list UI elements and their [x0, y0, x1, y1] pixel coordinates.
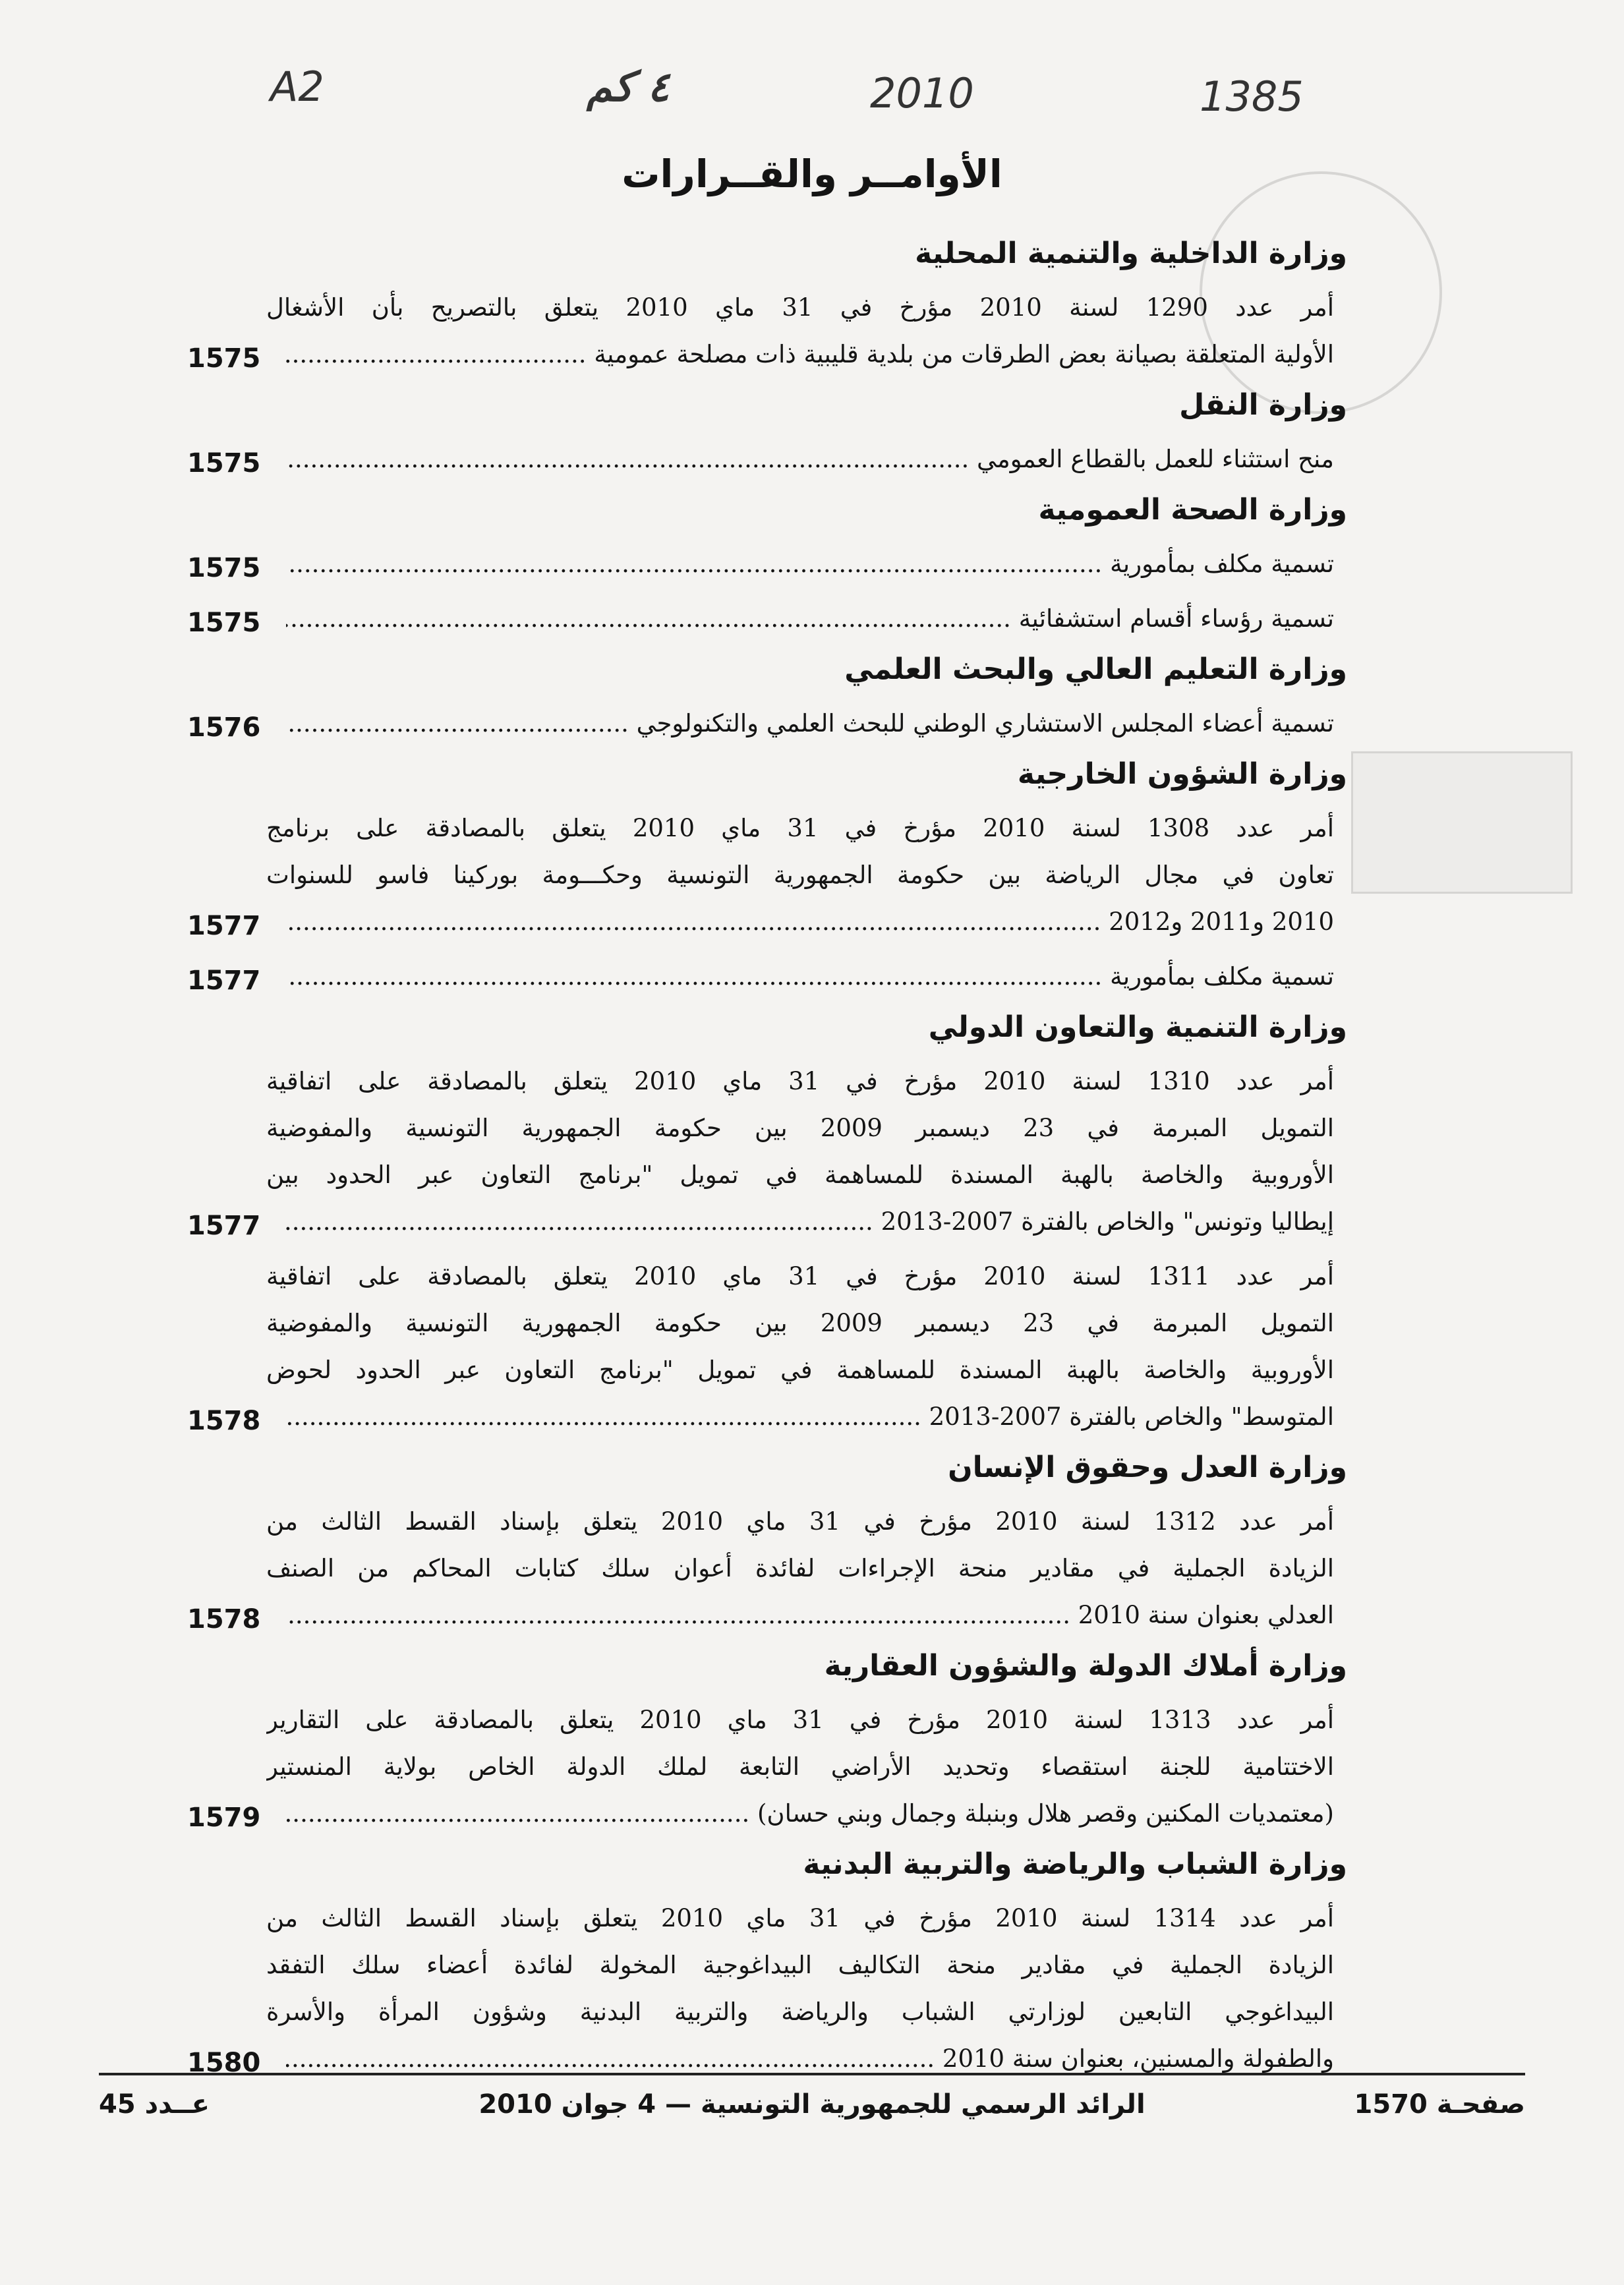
entry-line-with-leader: [286, 1393, 1334, 1440]
entry-text: أمر عدد 1290 لسنة 2010 مؤرخ في 31 ماي 2010 يتعلق بالتصريح بأن الأشغال: [266, 293, 1334, 322]
entry-text: إيطاليا وتونس" والخاص بالفترة 2007-2013: [881, 1207, 1334, 1236]
entry-text: المتوسط" والخاص بالفترة 2007-2013: [929, 1403, 1334, 1431]
entry-text: والطفولة والمسنين، بعنوان سنة 2010: [942, 2044, 1334, 2073]
entry-line: [266, 852, 1334, 898]
entry-line: [266, 1743, 1334, 1790]
entry-text: الأولية المتعلقة بصيانة بعض الطرقات من بلدية قليبية ذات مصلحة عمومية: [594, 340, 1334, 368]
entry-text: أمر عدد 1311 لسنة 2010 مؤرخ في 31 ماي 2010 يتعلق بالمصادقة على اتفاقية: [266, 1262, 1334, 1290]
entry-line: [266, 1058, 1334, 1105]
ministry-heading: وزارة النقل: [1179, 388, 1347, 422]
entry-text: منح استثناء للعمل بالقطاع العمومي: [977, 445, 1334, 473]
entry-page-number: 1578: [187, 1604, 261, 1634]
entry-text: تعاون في مجال الرياضة بين حكومة الجمهورية التونسية وحكـــومة بوركينا فاسو للسنوات: [266, 861, 1334, 889]
entry-line-with-leader: [286, 1790, 1334, 1837]
entry-text: الزيادة الجملية في مقادير منحة الإجراءات لفائدة أعوان سلك كتابات المحاكم من الصنف: [266, 1554, 1334, 1582]
entry-line: [266, 1151, 1334, 1198]
entry-line: [266, 1253, 1334, 1300]
entry-line: [266, 1895, 1334, 1942]
ministry-heading: وزارة التنمية والتعاون الدولي: [928, 1010, 1347, 1044]
entry-line-with-leader: [286, 953, 1334, 1000]
entry-page-number: 1578: [187, 1406, 261, 1436]
entry-page-number: 1577: [187, 1211, 261, 1241]
entry-line-with-leader: [286, 331, 1334, 378]
handwritten-annotation-d: 1385: [1200, 72, 1304, 121]
toc-entry: [187, 595, 1347, 642]
entry-line: [266, 1696, 1334, 1743]
entry-page-number: 1575: [187, 553, 261, 583]
ministry-heading: وزارة أملاك الدولة والشؤون العقارية: [824, 1649, 1347, 1683]
ministry-heading: وزارة الشباب والرياضة والتربية البدنية: [803, 1847, 1347, 1881]
entry-text: الأوروبية والخاصة بالهبة المسندة للمساهمة في تمويل "برنامج التعاون عبر الحدود لحوض: [266, 1356, 1334, 1384]
entry-line: [266, 284, 1334, 331]
entry-page-number: 1577: [187, 966, 261, 996]
entry-text: (معتمديات المكنين وقصر هلال وبنبلة وجمال وبني حسان): [757, 1799, 1334, 1828]
ministry-heading: وزارة الداخلية والتنمية المحلية: [915, 237, 1347, 270]
toc-entry: [187, 1498, 1347, 1638]
entry-line: [266, 1498, 1334, 1545]
entry-line-with-leader: [286, 540, 1334, 587]
toc-entry: [187, 700, 1347, 747]
ministry-heading: وزارة الشؤون الخارجية: [1017, 757, 1347, 791]
page-footer: [99, 2089, 1525, 2129]
entry-line-with-leader: [286, 1592, 1334, 1638]
page-title: الأوامــر والقــرارات: [622, 152, 1002, 196]
handwritten-annotation-a: A2: [270, 63, 324, 111]
entry-line: [266, 1988, 1334, 2035]
entry-line: [266, 1346, 1334, 1393]
entry-text: تسمية رؤساء أقسام استشفائية: [1018, 604, 1334, 633]
entry-page-number: 1575: [187, 343, 261, 374]
footer-issue-number: عــدد 45: [99, 2089, 210, 2120]
entry-line: [266, 805, 1334, 852]
handwritten-annotation-c: 2010: [870, 69, 974, 117]
entry-text: أمر عدد 1313 لسنة 2010 مؤرخ في 31 ماي 2010 يتعلق بالمصادقة على التقارير: [266, 1706, 1334, 1734]
toc-entry: [187, 1058, 1347, 1245]
toc-entry: [187, 284, 1347, 378]
handwritten-annotation-b: ٤ كم: [587, 63, 670, 111]
entry-line: [266, 1300, 1334, 1346]
toc-entry: [187, 1696, 1347, 1837]
entry-text: تسمية مكلف بمأمورية: [1110, 962, 1334, 991]
entry-text: أمر عدد 1314 لسنة 2010 مؤرخ في 31 ماي 2010 يتعلق بإسناد القسط الثالث من: [266, 1904, 1334, 1932]
entry-line-with-leader: [286, 595, 1334, 642]
toc-entry: [187, 805, 1347, 945]
entry-text: العدلي بعنوان سنة 2010: [1078, 1601, 1334, 1629]
entry-text: التمويل المبرمة في 23 ديسمبر 2009 بين حكومة الجمهورية التونسية والمفوضية: [266, 1309, 1334, 1337]
table-of-contents: [187, 227, 1347, 2090]
entry-line-with-leader: [286, 1198, 1334, 1245]
toc-entry: [187, 436, 1347, 482]
entry-line: [266, 1105, 1334, 1151]
bleed-through-box: [1351, 751, 1573, 894]
toc-entry: [187, 1895, 1347, 2082]
entry-page-number: 1575: [187, 608, 261, 638]
entry-page-number: 1575: [187, 448, 261, 478]
entry-line-with-leader: [286, 700, 1334, 747]
entry-text: أمر عدد 1308 لسنة 2010 مؤرخ في 31 ماي 2010 يتعلق بالمصادقة على برنامج: [266, 814, 1334, 842]
entry-text: أمر عدد 1312 لسنة 2010 مؤرخ في 31 ماي 2010 يتعلق بإسناد القسط الثالث من: [266, 1507, 1334, 1536]
entry-line: [266, 1942, 1334, 1988]
ministry-heading: وزارة العدل وحقوق الإنسان: [948, 1451, 1347, 1484]
entry-text: التمويل المبرمة في 23 ديسمبر 2009 بين حكومة الجمهورية التونسية والمفوضية: [266, 1114, 1334, 1142]
entry-text: الأوروبية والخاصة بالهبة المسندة للمساهمة في تمويل "برنامج التعاون عبر الحدود بين: [266, 1161, 1334, 1189]
entry-text: 2010 و2011 و2012: [1109, 908, 1334, 936]
entry-text: الزيادة الجملية في مقادير منحة التكاليف البيداغوجية المخولة لفائدة أعضاء سلك التفقد: [266, 1951, 1334, 1979]
entry-text: البيداغوجي التابعين لوزارتي الشباب والرياضة والتربية البدنية وشؤون المرأة والأسرة: [266, 1998, 1334, 2026]
toc-entry: [187, 953, 1347, 1000]
entry-text: تسمية أعضاء المجلس الاستشاري الوطني للبحث العلمي والتكنولوجي: [636, 709, 1334, 738]
toc-entry: [187, 540, 1347, 587]
entry-page-number: 1577: [187, 911, 261, 941]
entry-line-with-leader: [286, 436, 1334, 482]
ministry-heading: وزارة الصحة العمومية: [1038, 493, 1347, 527]
toc-entry: [187, 1253, 1347, 1440]
entry-text: تسمية مكلف بمأمورية: [1110, 550, 1334, 578]
entry-text: الاختتامية للجنة استقصاء وتحديد الأراضي التابعة لملك الدولة الخاص بولاية المنستير: [266, 1752, 1334, 1781]
entry-text: أمر عدد 1310 لسنة 2010 مؤرخ في 31 ماي 2010 يتعلق بالمصادقة على اتفاقية: [266, 1067, 1334, 1095]
entry-page-number: 1579: [187, 1803, 261, 1833]
entry-page-number: 1580: [187, 2048, 261, 2078]
entry-line: [266, 1545, 1334, 1592]
footer-page-number: صفحـة 1570: [1354, 2089, 1525, 2120]
ministry-heading: وزارة التعليم العالي والبحث العلمي: [844, 652, 1347, 686]
footer-publication: الرائد الرسمي للجمهورية التونسية — 4 جوان 2010: [478, 2089, 1146, 2120]
entry-line-with-leader: [286, 898, 1334, 945]
footer-rule: [99, 2073, 1525, 2075]
entry-page-number: 1576: [187, 712, 261, 743]
